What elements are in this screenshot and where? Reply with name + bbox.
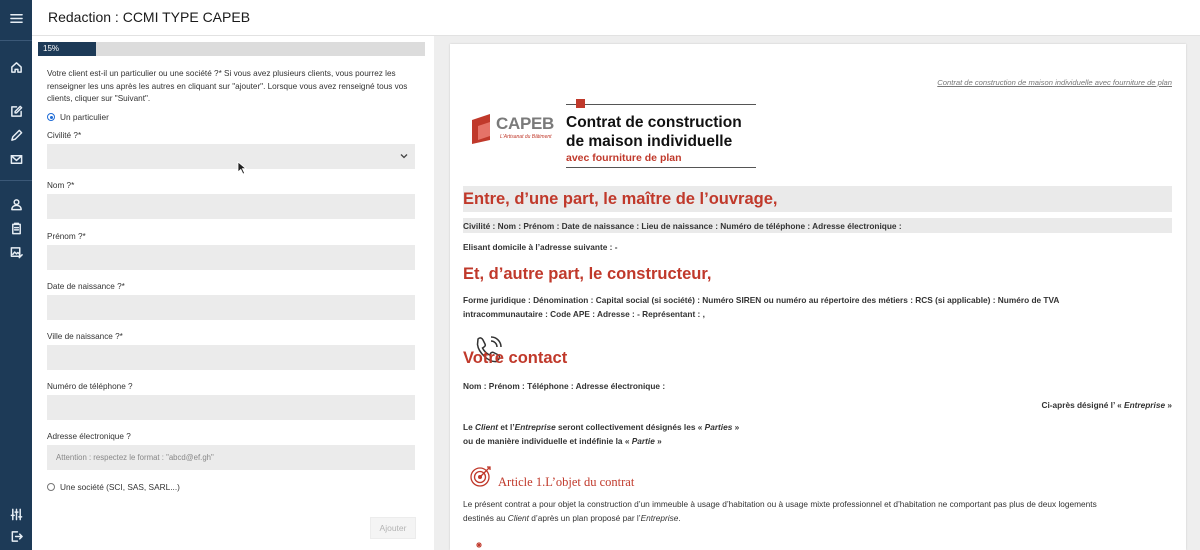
civilite-label: Civilité ?* xyxy=(47,131,82,140)
designation-line xyxy=(1041,400,1172,410)
radio-societe[interactable] xyxy=(47,482,180,492)
parties-1g: » xyxy=(732,422,740,432)
section-builder-heading: Et, d’autre part, le constructeur, xyxy=(463,265,712,283)
prenom-label: Prénom ?* xyxy=(47,232,86,241)
nav-rail xyxy=(0,0,32,550)
form-panel xyxy=(32,36,434,550)
designation-prefix: Ci-après désigné l’ « xyxy=(1041,400,1125,410)
next-section-icon xyxy=(472,540,486,550)
owner-domicile: Elisant domicile à l’adresse suivante : - xyxy=(463,242,618,252)
parties-line2 xyxy=(463,434,1175,448)
builder-fields-line1: Forme juridique : Dénomination : Capital social (si société) : Numéro SIREN ou numéro au répertoire des métiers : RCS (si applicable) : Numéro de TVA xyxy=(463,295,1060,305)
prenom-input[interactable] xyxy=(47,245,415,270)
email-placeholder: Attention : respectez le format : "abcd@ef.gh" xyxy=(56,453,214,462)
mouse-cursor-icon xyxy=(237,161,247,175)
telephone-input[interactable] xyxy=(47,395,415,420)
contact-fields: Nom : Prénom : Téléphone : Adresse électronique : xyxy=(463,381,666,391)
article-2b: Client xyxy=(507,513,529,523)
email-input[interactable] xyxy=(47,445,415,470)
article-text-line1: Le présent contrat a pour objet la construction d’un immeuble à usage d’habitation ou à usage mixte professionnel et d’habitation ne comportant pas plus de deux logements xyxy=(463,499,1097,509)
parties-2c: » xyxy=(654,436,662,446)
owner-fields: Civilité : Nom : Prénom : Date de naissance : Lieu de naissance : Numéro de téléphone : Adresse électronique : xyxy=(463,221,902,231)
mail-icon[interactable] xyxy=(8,151,24,167)
document-header-link[interactable]: Contrat de construction de maison individuelle avec fourniture de plan xyxy=(937,78,1172,87)
nom-input[interactable] xyxy=(47,194,415,219)
image-edit-icon[interactable] xyxy=(8,244,24,260)
radio-selected-icon[interactable] xyxy=(47,113,55,121)
menu-icon[interactable] xyxy=(8,10,24,26)
article-2e: . xyxy=(678,513,681,523)
ville-naissance-label: Ville de naissance ?* xyxy=(47,332,123,341)
nav-divider xyxy=(0,40,32,41)
document-title xyxy=(566,114,766,151)
parties-1d: Entreprise xyxy=(514,422,556,432)
chevron-down-icon xyxy=(399,151,409,161)
pen-icon[interactable] xyxy=(8,127,24,143)
designation-suffix: » xyxy=(1165,400,1172,410)
document-preview xyxy=(450,44,1186,550)
document-title-line1: Contrat de construction xyxy=(566,114,742,131)
parties-line1 xyxy=(463,420,1175,434)
radio-unselected-icon[interactable] xyxy=(47,483,55,491)
parties-1a: Le xyxy=(463,422,475,432)
title-rule xyxy=(566,104,756,105)
logo-text: CAPEB xyxy=(496,114,555,133)
nav-divider xyxy=(0,180,32,181)
parties-1c: et l’ xyxy=(498,422,515,432)
nom-label: Nom ?* xyxy=(47,181,75,190)
radio-societe-label: Une société (SCI, SAS, SARL...) xyxy=(60,482,180,492)
radio-particulier[interactable] xyxy=(47,112,109,122)
intro-text: Votre client est-il un particulier ou une société ?* Si vous avez plusieurs clients, vous pourrez les renseigner les uns après les autres en cliquant sur "ajouter". Lorsque vous avez renseigné tous vos clients, cliquer sur "Suivant". xyxy=(47,69,408,103)
top-bar xyxy=(32,0,1200,36)
ville-naissance-input[interactable] xyxy=(47,345,415,370)
edit-icon[interactable] xyxy=(8,103,24,119)
user-icon[interactable] xyxy=(8,196,24,212)
sliders-icon[interactable] xyxy=(8,506,24,522)
parties-1e: seront collectivement désignés les « xyxy=(555,422,705,432)
date-naissance-input[interactable] xyxy=(47,295,415,320)
document-title-line2: de maison individuelle xyxy=(566,132,733,150)
clipboard-icon[interactable] xyxy=(8,220,24,236)
home-icon[interactable] xyxy=(8,59,24,75)
article-2c: d’après un plan proposé par l’ xyxy=(528,513,641,523)
article-title: Article 1.L’objet du contrat xyxy=(498,475,635,489)
article-text-line2 xyxy=(463,511,1175,525)
parties-2a: ou de manière individuelle et indéfinie la « xyxy=(463,436,632,446)
progress-bar xyxy=(38,42,425,56)
document-subtitle: avec fourniture de plan xyxy=(566,152,682,164)
article-2d: Entreprise xyxy=(640,513,679,523)
email-label: Adresse électronique ? xyxy=(47,432,131,441)
date-naissance-label: Date de naissance ?* xyxy=(47,282,125,291)
title-square xyxy=(576,99,585,108)
parties-1f: Parties xyxy=(704,422,733,432)
title-rule xyxy=(566,167,756,168)
telephone-label: Numéro de téléphone ? xyxy=(47,382,133,391)
logout-icon[interactable] xyxy=(8,528,24,544)
section-contact-heading: Votre contact xyxy=(463,349,568,367)
builder-fields-line2: intracommunautaire : Code APE : Adresse : - Représentant : , xyxy=(463,309,705,319)
designation-word: Entreprise xyxy=(1124,400,1166,410)
progress-fill: 15% xyxy=(38,42,96,56)
radio-particulier-label: Un particulier xyxy=(60,112,109,122)
target-icon xyxy=(469,464,493,488)
civilite-select[interactable] xyxy=(47,144,415,169)
logo-tagline: L'Artisanat du Bâtiment xyxy=(500,134,552,140)
add-button[interactable]: Ajouter xyxy=(370,517,416,539)
section-owner-heading: Entre, d’une part, le maître de l’ouvrage, xyxy=(463,190,778,208)
page-title: Redaction : CCMI TYPE CAPEB xyxy=(48,9,251,25)
parties-1b: Client xyxy=(475,422,499,432)
article-2a: destinés au xyxy=(463,513,508,523)
parties-2b: Partie xyxy=(631,436,655,446)
